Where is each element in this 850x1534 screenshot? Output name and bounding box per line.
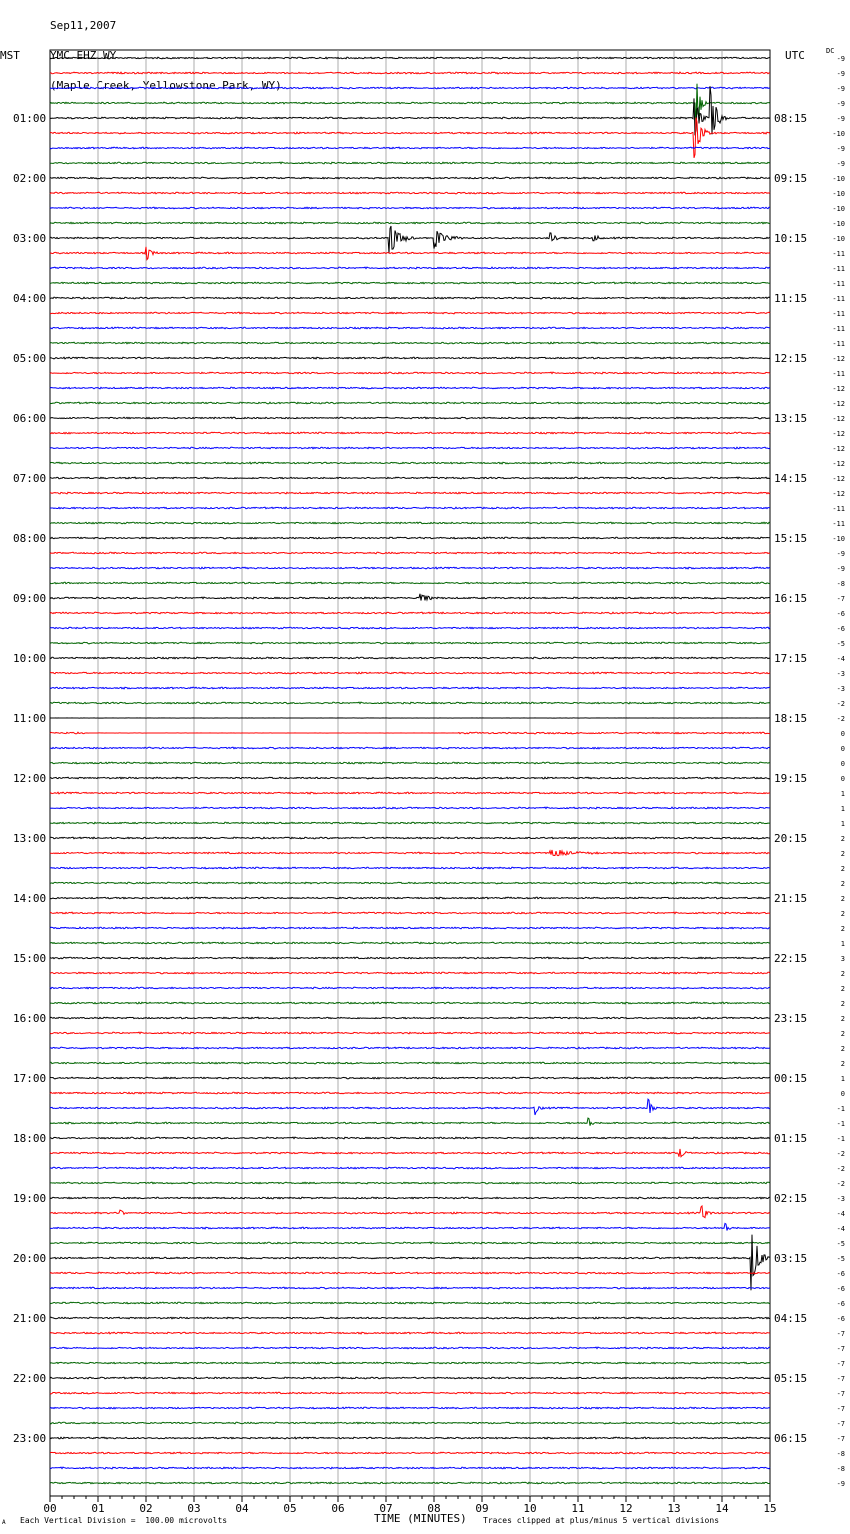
dc-offset-value: 1 bbox=[840, 1075, 845, 1083]
dc-offset-value: -6 bbox=[836, 1285, 845, 1293]
trace-83 bbox=[50, 1302, 770, 1304]
trace-62 bbox=[50, 987, 770, 989]
dc-offset-value: 3 bbox=[840, 955, 845, 963]
trace-0 bbox=[50, 57, 770, 59]
trace-2 bbox=[50, 87, 770, 89]
trace-55 bbox=[50, 882, 770, 884]
trace-8 bbox=[50, 177, 770, 179]
trace-72 bbox=[50, 1137, 770, 1139]
dc-offset-value: -1 bbox=[836, 1120, 845, 1128]
trace-92 bbox=[50, 1437, 770, 1439]
dc-offset-value: 2 bbox=[840, 865, 845, 873]
trace-52 bbox=[50, 837, 770, 839]
dc-offset-value: -9 bbox=[836, 100, 845, 108]
dc-offset-value: -4 bbox=[836, 655, 845, 663]
right-hour-label: 05:15 bbox=[774, 1372, 808, 1385]
dc-offset-value: -12 bbox=[832, 475, 845, 483]
right-hour-label: 06:15 bbox=[774, 1432, 808, 1445]
dc-offset-value: -6 bbox=[836, 610, 845, 618]
trace-29 bbox=[50, 492, 770, 494]
dc-offset-value: -3 bbox=[836, 685, 845, 693]
trace-46 bbox=[50, 747, 770, 749]
trace-79 bbox=[50, 1242, 770, 1244]
trace-13 bbox=[50, 247, 770, 260]
dc-offset-value: 1 bbox=[840, 805, 845, 813]
dc-offset-value: -12 bbox=[832, 490, 845, 498]
right-hour-label: 00:15 bbox=[774, 1072, 808, 1085]
right-hour-label: 14:15 bbox=[774, 472, 808, 485]
dc-offset-value: -5 bbox=[836, 1240, 845, 1248]
dc-offset-value: -12 bbox=[832, 430, 845, 438]
trace-60 bbox=[50, 957, 770, 959]
trace-76 bbox=[50, 1197, 770, 1199]
dc-offset-value: 2 bbox=[840, 850, 845, 858]
trace-35 bbox=[50, 582, 770, 584]
dc-offset-value: -1 bbox=[836, 1105, 845, 1113]
dc-offset-value: -5 bbox=[836, 1255, 845, 1263]
trace-91 bbox=[50, 1422, 770, 1424]
dc-offset-value: -2 bbox=[836, 1165, 845, 1173]
trace-81 bbox=[50, 1272, 770, 1274]
dc-offset-value: -12 bbox=[832, 460, 845, 468]
left-hour-label: 08:00 bbox=[13, 532, 47, 545]
x-tick-label: 08 bbox=[427, 1502, 441, 1515]
dc-offset-value: 0 bbox=[840, 730, 845, 738]
x-tick-label: 07 bbox=[379, 1502, 393, 1515]
dc-offset-value: -11 bbox=[832, 310, 845, 318]
dc-offset-value: -9 bbox=[836, 115, 845, 123]
dc-offset-value: -10 bbox=[832, 205, 845, 213]
trace-74 bbox=[50, 1167, 770, 1169]
left-hour-label: 02:00 bbox=[13, 172, 47, 185]
trace-64 bbox=[50, 1017, 770, 1019]
trace-16 bbox=[50, 297, 770, 299]
dc-offset-value: -11 bbox=[832, 280, 845, 288]
x-tick-label: 12 bbox=[619, 1502, 633, 1515]
dc-offset-value: 0 bbox=[840, 775, 845, 783]
trace-45 bbox=[50, 732, 770, 734]
x-tick-label: 04 bbox=[235, 1502, 249, 1515]
dc-offset-value: -1 bbox=[836, 1135, 845, 1143]
trace-95 bbox=[50, 1482, 770, 1484]
dc-offset-value: -3 bbox=[836, 670, 845, 678]
left-hour-label: 19:00 bbox=[13, 1192, 47, 1205]
dc-offset-value: -6 bbox=[836, 1270, 845, 1278]
dc-offset-value: -8 bbox=[836, 1450, 845, 1458]
right-hour-label: 04:15 bbox=[774, 1312, 808, 1325]
dc-offset-value: -9 bbox=[836, 145, 845, 153]
left-hour-label: 16:00 bbox=[13, 1012, 47, 1025]
dc-offset-value: 0 bbox=[840, 1090, 845, 1098]
dc-offset-value: -10 bbox=[832, 190, 845, 198]
right-hour-label: 21:15 bbox=[774, 892, 808, 905]
trace-10 bbox=[50, 207, 770, 209]
left-hour-label: 11:00 bbox=[13, 712, 47, 725]
right-hour-label: 12:15 bbox=[774, 352, 808, 365]
dc-offset-value: 2 bbox=[840, 1000, 845, 1008]
dc-offset-value: -7 bbox=[836, 1390, 845, 1398]
trace-85 bbox=[50, 1332, 770, 1334]
trace-30 bbox=[50, 507, 770, 509]
x-tick-label: 00 bbox=[43, 1502, 57, 1515]
dc-offset-value: -10 bbox=[832, 130, 845, 138]
dc-offset-value: -11 bbox=[832, 505, 845, 513]
dc-offset-value: -12 bbox=[832, 415, 845, 423]
trace-24 bbox=[50, 417, 770, 419]
dc-offset-value: -12 bbox=[832, 355, 845, 363]
trace-36 bbox=[50, 594, 770, 601]
trace-63 bbox=[50, 1002, 770, 1004]
left-hour-label: 06:00 bbox=[13, 412, 47, 425]
left-hour-label: 01:00 bbox=[13, 112, 47, 125]
trace-82 bbox=[50, 1287, 770, 1289]
dc-offset-value: -11 bbox=[832, 265, 845, 273]
trace-31 bbox=[50, 522, 770, 524]
left-hour-label: 05:00 bbox=[13, 352, 47, 365]
dc-offset-value: -12 bbox=[832, 385, 845, 393]
dc-offset-value: -6 bbox=[836, 625, 845, 633]
trace-11 bbox=[50, 222, 770, 224]
trace-40 bbox=[50, 657, 770, 659]
dc-offset-value: 2 bbox=[840, 925, 845, 933]
trace-39 bbox=[50, 642, 770, 644]
dc-offset-value: 2 bbox=[840, 970, 845, 978]
dc-offset-value: -9 bbox=[836, 1480, 845, 1488]
right-hour-label: 23:15 bbox=[774, 1012, 808, 1025]
dc-offset-value: 1 bbox=[840, 940, 845, 948]
trace-4 bbox=[50, 86, 770, 135]
trace-18 bbox=[50, 327, 770, 329]
trace-56 bbox=[50, 897, 770, 899]
dc-offset-value: 1 bbox=[840, 790, 845, 798]
dc-offset-value: -11 bbox=[832, 340, 845, 348]
trace-94 bbox=[50, 1467, 770, 1469]
x-tick-label: 13 bbox=[667, 1502, 681, 1515]
dc-offset-value: -9 bbox=[836, 160, 845, 168]
right-hour-label: 20:15 bbox=[774, 832, 808, 845]
left-hour-label: 18:00 bbox=[13, 1132, 47, 1145]
trace-28 bbox=[50, 477, 770, 479]
trace-5 bbox=[50, 118, 770, 158]
left-hour-label: 10:00 bbox=[13, 652, 47, 665]
left-hour-label: 23:00 bbox=[13, 1432, 47, 1445]
dc-offset-value: 1 bbox=[840, 820, 845, 828]
left-hour-label: 15:00 bbox=[13, 952, 47, 965]
dc-offset-value: -9 bbox=[836, 70, 845, 78]
dc-offset-value: -7 bbox=[836, 1405, 845, 1413]
trace-26 bbox=[50, 447, 770, 449]
trace-1 bbox=[50, 72, 770, 74]
dc-offset-value: -6 bbox=[836, 1300, 845, 1308]
trace-42 bbox=[50, 687, 770, 689]
dc-offset-value: -7 bbox=[836, 595, 845, 603]
dc-offset-value: -5 bbox=[836, 640, 845, 648]
left-hour-label: 09:00 bbox=[13, 592, 47, 605]
trace-71 bbox=[50, 1118, 770, 1126]
trace-37 bbox=[50, 612, 770, 614]
dc-offset-value: -2 bbox=[836, 715, 845, 723]
trace-77 bbox=[50, 1206, 770, 1218]
trace-87 bbox=[50, 1362, 770, 1364]
dc-label: DC bbox=[826, 47, 835, 55]
trace-14 bbox=[50, 267, 770, 269]
trace-54 bbox=[50, 867, 770, 869]
right-hour-label: 16:15 bbox=[774, 592, 808, 605]
left-hour-label: 20:00 bbox=[13, 1252, 47, 1265]
trace-21 bbox=[50, 372, 770, 374]
dc-offset-value: 2 bbox=[840, 880, 845, 888]
trace-84 bbox=[50, 1317, 770, 1319]
trace-61 bbox=[50, 972, 770, 974]
trace-68 bbox=[50, 1077, 770, 1079]
left-hour-label: 12:00 bbox=[13, 772, 47, 785]
trace-89 bbox=[50, 1392, 770, 1394]
dc-offset-value: -7 bbox=[836, 1435, 845, 1443]
right-hour-label: 15:15 bbox=[774, 532, 808, 545]
dc-offset-value: -7 bbox=[836, 1360, 845, 1368]
dc-offset-value: -7 bbox=[836, 1420, 845, 1428]
dc-offset-value: -7 bbox=[836, 1375, 845, 1383]
trace-3 bbox=[50, 84, 770, 128]
x-tick-label: 03 bbox=[187, 1502, 201, 1515]
dc-offset-value: 2 bbox=[840, 910, 845, 918]
dc-offset-value: -9 bbox=[836, 85, 845, 93]
dc-offset-value: 0 bbox=[840, 745, 845, 753]
trace-41 bbox=[50, 672, 770, 674]
header-date: Sep11,2007 bbox=[50, 19, 117, 32]
trace-73 bbox=[50, 1149, 770, 1157]
dc-offset-value: -11 bbox=[832, 295, 845, 303]
x-tick-label: 11 bbox=[571, 1502, 585, 1515]
trace-51 bbox=[50, 822, 770, 824]
trace-20 bbox=[50, 357, 770, 359]
x-tick-label: 09 bbox=[475, 1502, 489, 1515]
scale-note: Each Vertical Division = 100.00 microvolts bbox=[20, 1516, 228, 1525]
header-station: YMC EHZ WY bbox=[50, 49, 117, 62]
dc-offset-value: -10 bbox=[832, 535, 845, 543]
dc-offset-value: -2 bbox=[836, 1150, 845, 1158]
dc-offset-value: -12 bbox=[832, 400, 845, 408]
left-hour-label: 13:00 bbox=[13, 832, 47, 845]
right-hour-label: 17:15 bbox=[774, 652, 808, 665]
x-tick-label: 15 bbox=[763, 1502, 777, 1515]
trace-43 bbox=[50, 702, 770, 704]
dc-offset-value: -8 bbox=[836, 1465, 845, 1473]
trace-22 bbox=[50, 387, 770, 389]
dc-offset-value: 2 bbox=[840, 1015, 845, 1023]
x-axis-title: TIME (MINUTES) bbox=[374, 1512, 467, 1525]
dc-offset-value: -7 bbox=[836, 1330, 845, 1338]
trace-9 bbox=[50, 192, 770, 194]
trace-58 bbox=[50, 927, 770, 929]
dc-offset-value: 2 bbox=[840, 985, 845, 993]
left-hour-label: 22:00 bbox=[13, 1372, 47, 1385]
dc-offset-value: -11 bbox=[832, 325, 845, 333]
trace-6 bbox=[50, 147, 770, 149]
trace-67 bbox=[50, 1062, 770, 1064]
trace-25 bbox=[50, 432, 770, 434]
left-hour-label: 17:00 bbox=[13, 1072, 47, 1085]
right-hour-label: 08:15 bbox=[774, 112, 808, 125]
right-hour-label: 18:15 bbox=[774, 712, 808, 725]
trace-7 bbox=[50, 162, 770, 164]
dc-offset-value: -11 bbox=[832, 520, 845, 528]
trace-47 bbox=[50, 762, 770, 764]
trace-48 bbox=[50, 777, 770, 779]
dc-offset-value: -6 bbox=[836, 1315, 845, 1323]
dc-offset-value: -12 bbox=[832, 445, 845, 453]
trace-57 bbox=[50, 912, 770, 914]
trace-23 bbox=[50, 402, 770, 404]
x-tick-label: 05 bbox=[283, 1502, 297, 1515]
right-hour-label: 10:15 bbox=[774, 232, 808, 245]
dc-offset-value: 2 bbox=[840, 1045, 845, 1053]
dc-offset-value: -4 bbox=[836, 1210, 845, 1218]
dc-offset-value: -10 bbox=[832, 175, 845, 183]
dc-offset-value: -2 bbox=[836, 1180, 845, 1188]
trace-90 bbox=[50, 1407, 770, 1409]
x-tick-label: 10 bbox=[523, 1502, 537, 1515]
right-hour-label: 22:15 bbox=[774, 952, 808, 965]
trace-49 bbox=[50, 792, 770, 794]
left-hour-label: 03:00 bbox=[13, 232, 47, 245]
dc-offset-value: -9 bbox=[836, 550, 845, 558]
right-hour-label: 11:15 bbox=[774, 292, 808, 305]
trace-70 bbox=[50, 1099, 770, 1115]
dc-offset-value: 2 bbox=[840, 895, 845, 903]
dc-offset-value: -4 bbox=[836, 1225, 845, 1233]
trace-59 bbox=[50, 942, 770, 944]
dc-offset-value: -3 bbox=[836, 1195, 845, 1203]
trace-65 bbox=[50, 1032, 770, 1034]
trace-50 bbox=[50, 807, 770, 809]
x-tick-label: 14 bbox=[715, 1502, 729, 1515]
trace-15 bbox=[50, 282, 770, 284]
trace-12 bbox=[50, 226, 770, 254]
trace-66 bbox=[50, 1047, 770, 1049]
trace-19 bbox=[50, 342, 770, 344]
right-hour-label: 13:15 bbox=[774, 412, 808, 425]
left-hour-label: 07:00 bbox=[13, 472, 47, 485]
dc-offset-value: -7 bbox=[836, 1345, 845, 1353]
x-tick-label: 06 bbox=[331, 1502, 345, 1515]
trace-86 bbox=[50, 1347, 770, 1349]
dc-offset-value: -9 bbox=[836, 55, 845, 63]
left-hour-label: 14:00 bbox=[13, 892, 47, 905]
trace-53 bbox=[50, 850, 770, 856]
x-tick-label: 02 bbox=[139, 1502, 153, 1515]
dc-offset-value: -10 bbox=[832, 235, 845, 243]
dc-offset-value: 2 bbox=[840, 835, 845, 843]
dc-offset-value: -2 bbox=[836, 700, 845, 708]
dc-offset-value: 2 bbox=[840, 1030, 845, 1038]
trace-32 bbox=[50, 537, 770, 539]
right-hour-label: 02:15 bbox=[774, 1192, 808, 1205]
dc-offset-value: -9 bbox=[836, 565, 845, 573]
trace-17 bbox=[50, 312, 770, 314]
dc-offset-value: -8 bbox=[836, 580, 845, 588]
clip-note: Traces clipped at plus/minus 5 vertical divisions bbox=[483, 1516, 720, 1525]
trace-69 bbox=[50, 1092, 770, 1094]
dc-offset-value: -11 bbox=[832, 370, 845, 378]
trace-33 bbox=[50, 552, 770, 554]
trace-78 bbox=[50, 1223, 770, 1230]
right-timezone-label: UTC bbox=[785, 49, 805, 62]
right-hour-label: 09:15 bbox=[774, 172, 808, 185]
dc-offset-value: 2 bbox=[840, 1060, 845, 1068]
x-tick-label: 01 bbox=[91, 1502, 105, 1515]
footer-mark: A bbox=[2, 1519, 6, 1526]
right-hour-label: 01:15 bbox=[774, 1132, 808, 1145]
trace-27 bbox=[50, 462, 770, 464]
dc-offset-value: -10 bbox=[832, 220, 845, 228]
dc-offset-value: 0 bbox=[840, 760, 845, 768]
right-hour-label: 19:15 bbox=[774, 772, 808, 785]
left-hour-label: 21:00 bbox=[13, 1312, 47, 1325]
right-hour-label: 03:15 bbox=[774, 1252, 808, 1265]
trace-75 bbox=[50, 1182, 770, 1184]
left-hour-label: 04:00 bbox=[13, 292, 47, 305]
trace-88 bbox=[50, 1377, 770, 1379]
trace-38 bbox=[50, 627, 770, 629]
header-location: (Maple Creek, Yellowstone Park, WY) bbox=[50, 79, 282, 92]
left-timezone-label: MST bbox=[0, 49, 20, 62]
trace-34 bbox=[50, 567, 770, 569]
dc-offset-value: -11 bbox=[832, 250, 845, 258]
trace-93 bbox=[50, 1452, 770, 1454]
